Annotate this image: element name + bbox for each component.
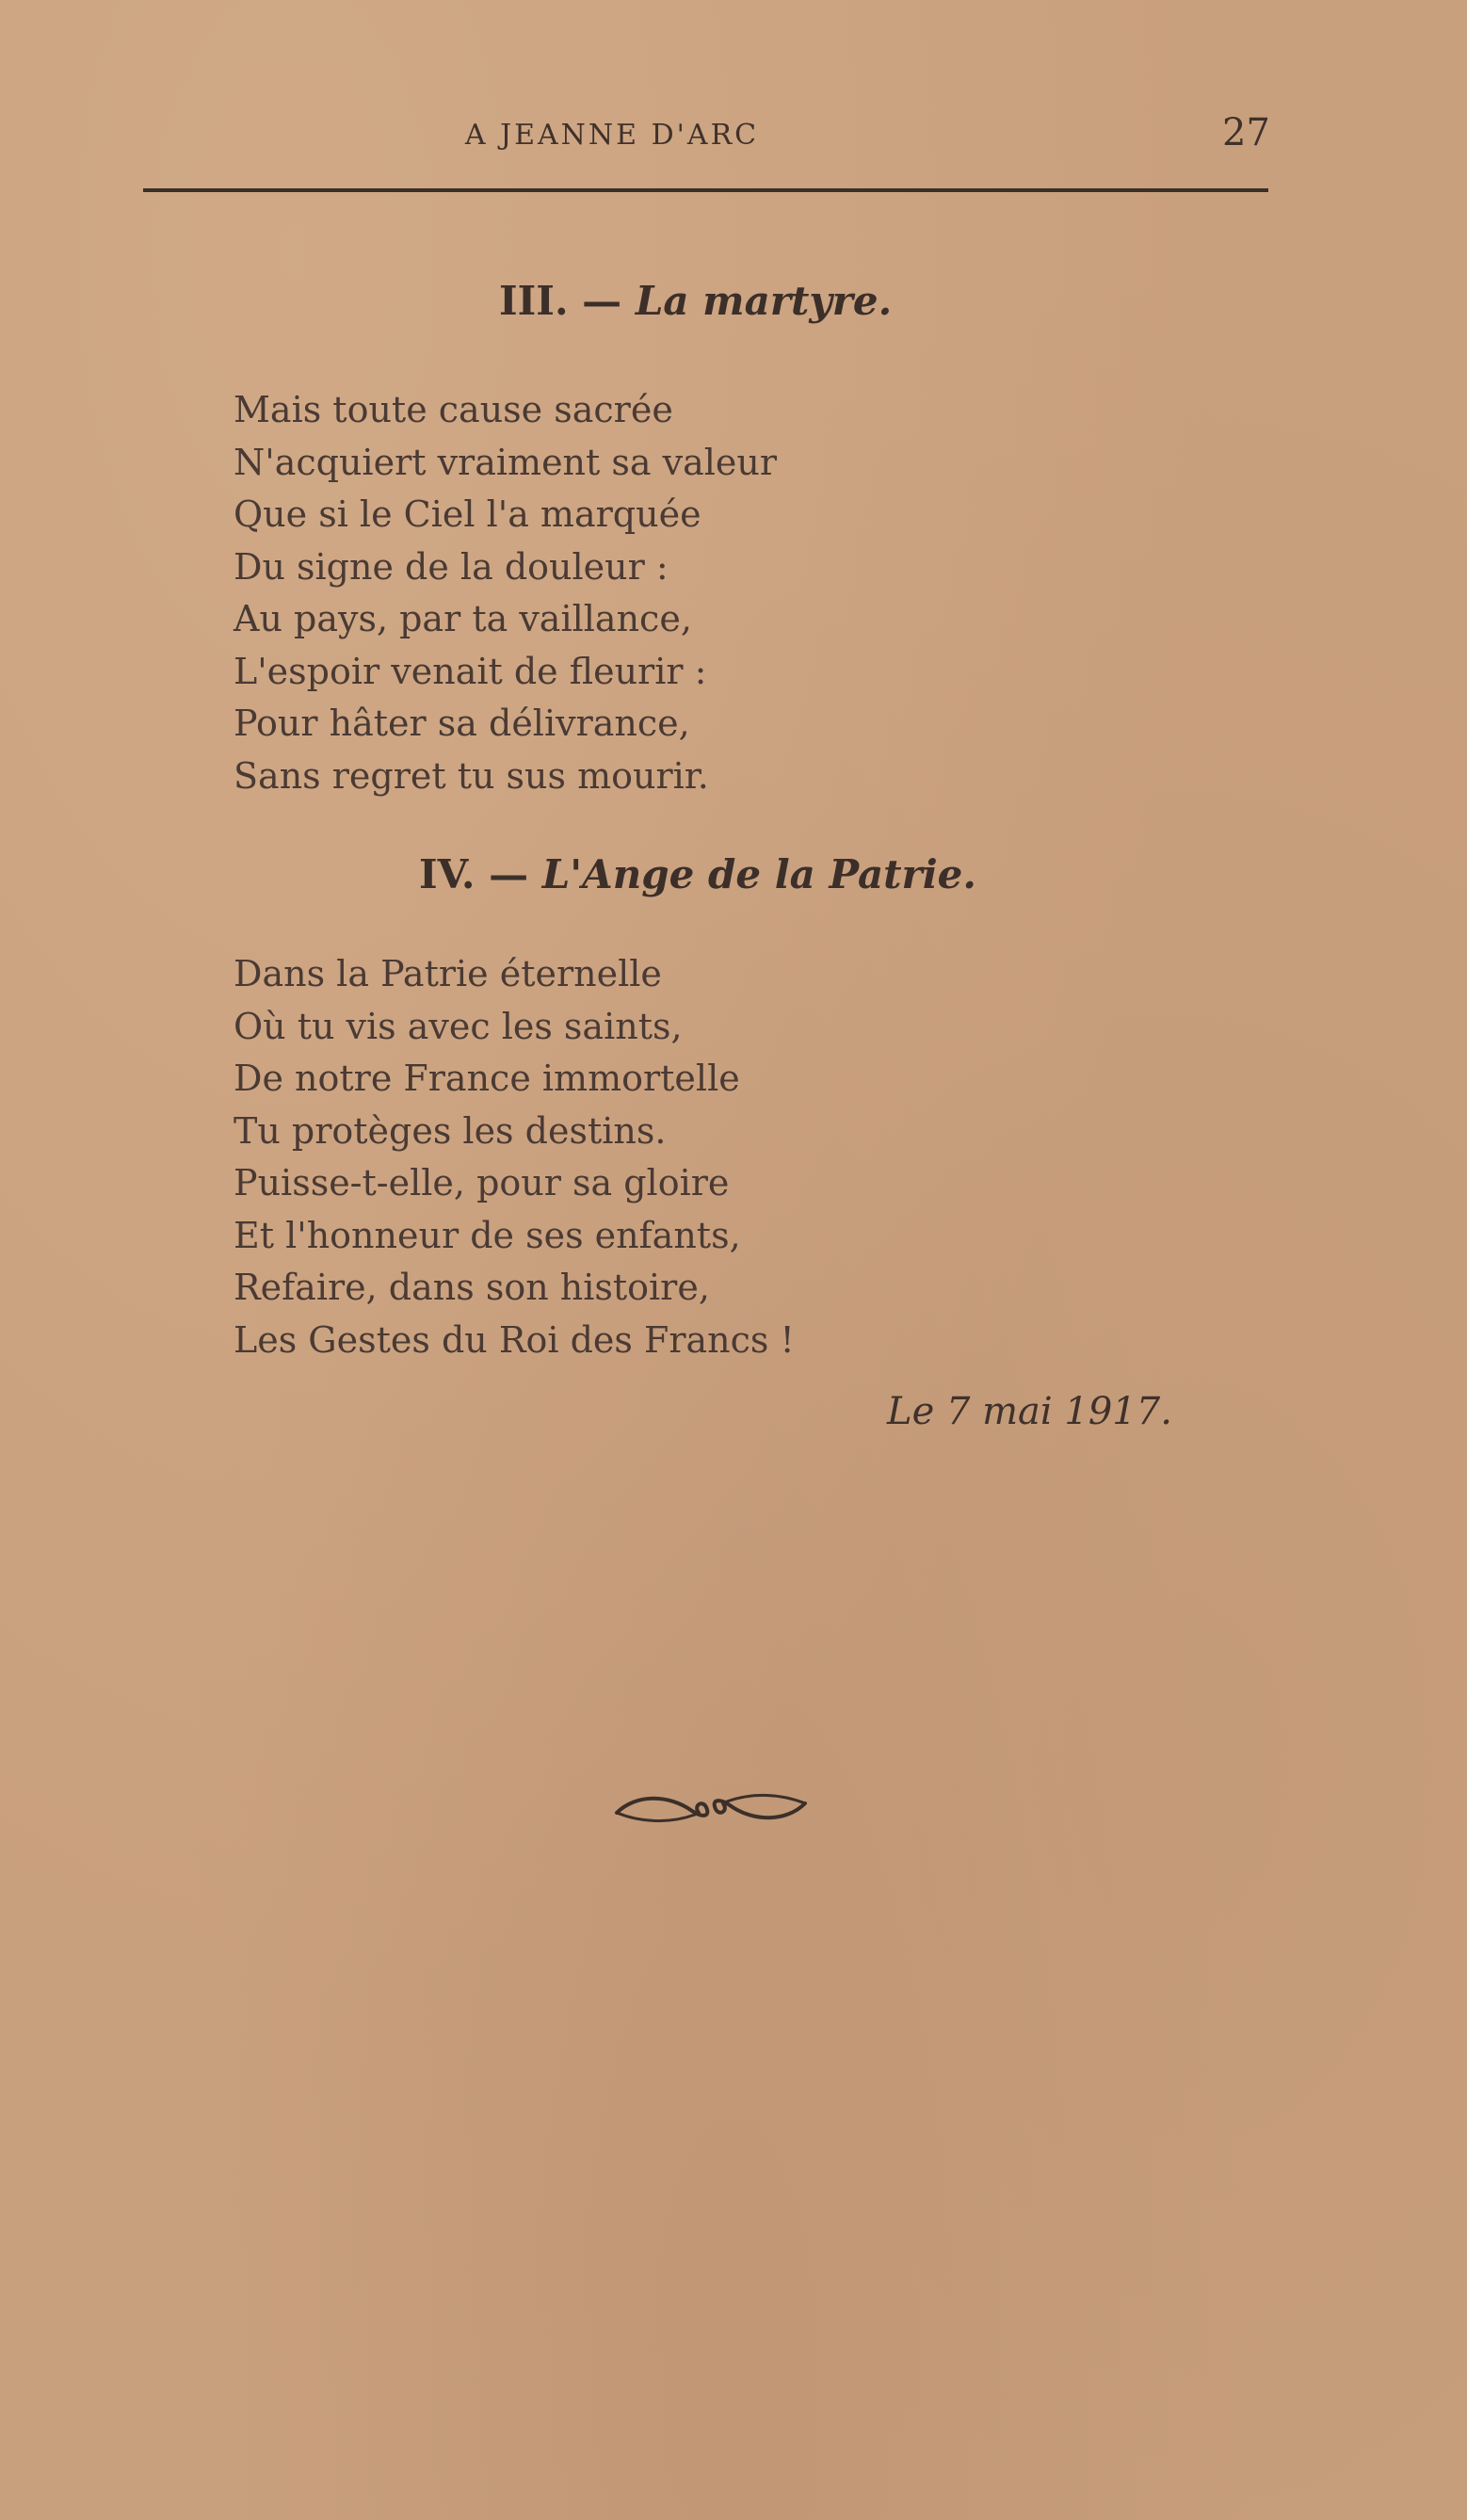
verse-line: Que si le Ciel l'a marquée (234, 493, 701, 535)
section-name: La martyre. (635, 278, 893, 324)
running-head: A JEANNE D'ARC (464, 119, 760, 152)
verse-line: L'espoir venait de fleurir : (234, 650, 707, 692)
section-number: III. — (499, 278, 622, 324)
verse-line: Et l'honneur de ses enfants, (234, 1214, 741, 1256)
verse-line: Dans la Patrie éternelle (234, 953, 662, 994)
verse-line: Refaire, dans son histoire, (234, 1267, 710, 1308)
section-number: IV. — (419, 851, 529, 897)
section-title-iii (499, 278, 892, 324)
stanza-ange-patrie (234, 948, 795, 1366)
verse-line: De notre France immortelle (234, 1058, 740, 1099)
page-number: 27 (1222, 111, 1270, 154)
verse-line: Pour hâter sa délivrance, (234, 703, 690, 744)
verse-line: Puisse-t-elle, pour sa gloire (234, 1162, 730, 1203)
section-title-iv (419, 851, 976, 897)
verse-line: Où tu vis avec les saints, (234, 1005, 683, 1047)
dateline: Le 7 mai 1917. (887, 1390, 1172, 1433)
verse-line: Au pays, par ta vaillance, (234, 598, 692, 639)
verse-line: Sans regret tu sus mourir. (234, 754, 709, 797)
verse-line: Les Gestes du Roi des Francs ! (234, 1318, 795, 1361)
header-rule (143, 188, 1268, 192)
verse-line: Mais toute cause sacrée (234, 389, 673, 430)
tailpiece-ornament-icon (612, 1785, 810, 1832)
stanza-martyre (234, 384, 777, 802)
section-name: L'Ange de la Patrie. (541, 851, 976, 897)
verse-line: Tu protèges les destins. (234, 1109, 667, 1152)
verse-line: N'acquiert vraiment sa valeur (234, 441, 778, 483)
verse-line: Du signe de la douleur : (234, 545, 669, 588)
